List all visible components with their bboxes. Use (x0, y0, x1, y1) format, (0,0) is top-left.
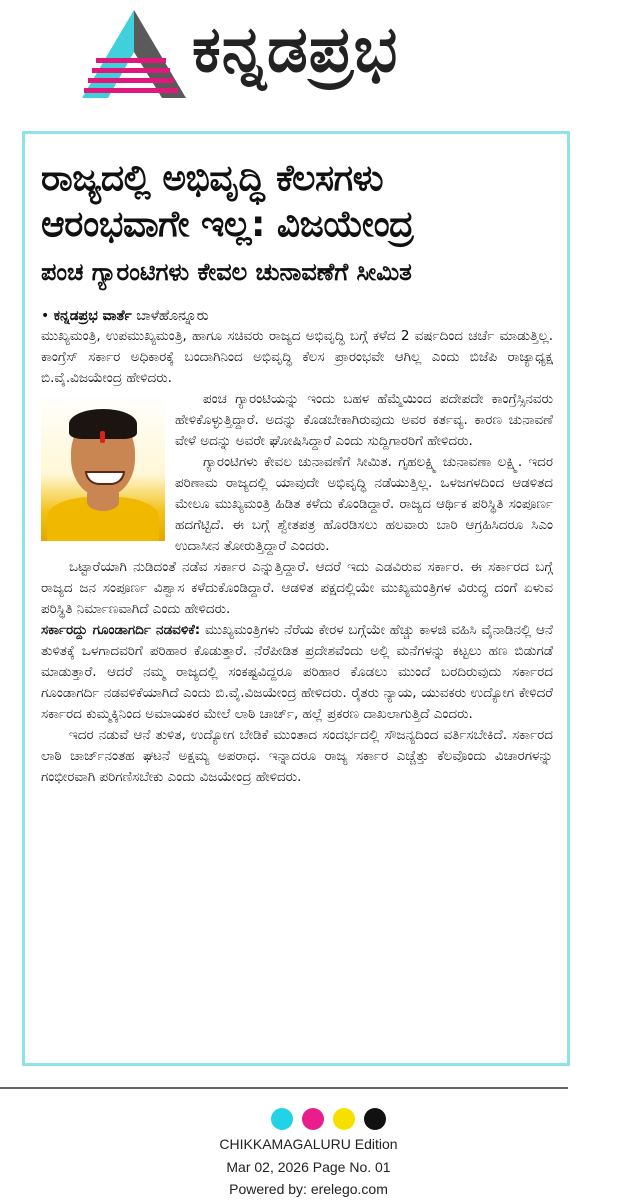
masthead-title: ಕನ್ನಡಪ್ರಭ (192, 13, 399, 87)
headline-line-2: ಆರಂಭವಾಗೇ ಇಲ್ಲ: ವಿಜಯೇಂದ್ರ (41, 204, 414, 245)
yellow-dot (333, 1108, 355, 1130)
section-subheading: ಸರ್ಕಾರದ್ದು ಗೂಂಡಾಗರ್ದಿ ನಡವಳಿಕೆ: (41, 622, 201, 638)
paragraph-5-text: ಮುಖ್ಯಮಂತ್ರಿಗಳು ನೆರೆಯ ಕೇರಳ ಬಗ್ಗೆಯೇ ಹೆಚ್ಚು ಕಾಳಜಿ ವಹಿಸಿ ವೈನಾಡಿನಲ್ಲಿ ಆನೆ ತುಳಿತಕ್ಕೆ ಒಳಗಾದವರಿಗೆ ಪರಿಹಾರ ಕೊಡುತ್ತಾರೆ. ನೆರೆಪೀಡಿತ ಪ್ರದೇಶವೆಂದು ಅಲ್ಲಿ ಮನೆಗಳನ್ನು ಕಟ್ಟಲು ಹಣ ಬಿಡುಗಡೆ ಮಾಡುತ್ತಾರೆ. ಆದರೆ ನಮ್ಮ ರಾಜ್ಯದಲ್ಲಿ ಸಂಕಷ್ಟವಿದ್ದರೂ ಪರಿಹಾರ ಕೊಡಲು ಮುಂದೆ ಬರದಿರುವುದು ಸರ್ಕಾರದ ಗೂಂಡಾಗರ್ದಿ ನಡವಳಿಕೆಯಾಗಿದೆ ಎಂದು ಬಿ.ವೈ.ವಿಜಯೇಂದ್ರ ಹೇಳಿದರು. ರೈತರು ನ್ಯಾಯ, ಯುವಕರು ಉದ್ಯೋಗ ಕೇಳಿದರೆ ಸರ್ಕಾರದ ಕುಮ್ಮಕ್ಕಿನಿಂದ ಅಮಾಯಕರ ಮೇಲೆ ಲಾಠಿ ಚಾರ್ಜ್, ಹಲ್ಲೆ ಪ್ರಕರಣ ದಾಖಲಾಗುತ್ತಿದೆ ಎಂದರು. (41, 622, 553, 722)
politician-photo (41, 393, 165, 541)
paragraph-3: ಗ್ಯಾರಂಟಿಗಳು ಕೇವಲ ಚುನಾವಣೆಗೆ ಸೀಮಿತ. ಗೃಹಲಕ್ಷ್ಮಿ ಚುನಾವಣಾ ಲಕ್ಷ್ಮಿ. ಇದರ ಪರಿಣಾಮ ರಾಜ್ಯದಲ್ಲಿ ಯಾವುದೇ ಅಭಿವೃದ್ಧಿ ನಡೆಯುತ್ತಿಲ್ಲ. ಒಳಜಗಳದಿಂದ ಆಡಳಿತದ ಮೇಲೂ ಮುಖ್ಯಮಂತ್ರಿ ಹಿಡಿತ ಕಳೆದು ಕೊಂಡಿದ್ದಾರೆ. ರಾಜ್ಯದ ಆರ್ಥಿಕ ಪರಿಸ್ಥಿತಿ ಸಂಪೂರ್ಣ ಹದಗೆಟ್ಟಿದೆ. ಈ ಬಗ್ಗೆ ಶ್ವೇತಪತ್ರ ಹೊರಡಿಸಲು ಹಲವಾರು ಬಾರಿ ಆಗ್ರಹಿಸಿದರೂ ಸಿಎಂ ಉದಾಸೀನ ತೋರುತ್ತಿದ್ದಾರೆ ಎಂದರು. (175, 454, 553, 554)
magenta-dot (302, 1108, 324, 1130)
headline-line-1: ರಾಜ್ಯದಲ್ಲಿ ಅಭಿವೃದ್ಧಿ ಕೆಲಸಗಳು (41, 158, 384, 199)
masthead (0, 0, 617, 125)
paragraph-6: ಇದರ ನಡುವೆ ಆನೆ ತುಳಿತ, ಉದ್ಯೋಗ ಬೇಡಿಕೆ ಮುಂತಾದ ಸಂದರ್ಭದಲ್ಲಿ ಸೌಜನ್ಯದಿಂದ ವರ್ತಿಸಬೇಕಿದೆ. ಸರ್ಕಾರದ ಲಾಠಿ ಚಾರ್ಜ್‌ನಂತಹ ಘಟನೆ ಅಕ್ಷಮ್ಯ ಅಪರಾಧ. ಇನ್ನಾದರೂ ರಾಜ್ಯ ಸರ್ಕಾರ ಎಚ್ಚೆತ್ತು ಕೆಲವೊಂದು ವಿಚಾರಗಳನ್ನು ಗಂಭೀರವಾಗಿ ಪರಿಗಣಿಸಬೇಕು ಎಂದು ವಿಜಯೇಂದ್ರ ಹೇಳಿದರು. (41, 727, 553, 785)
byline-source: ಕನ್ನಡಪ್ರಭ ವಾರ್ತೆ (53, 308, 132, 324)
kannadaprabha-logo-icon (78, 8, 188, 103)
article-box (22, 131, 570, 1066)
byline (41, 306, 553, 326)
edition-label: CHIKKAMAGALURU Edition (219, 1136, 398, 1152)
subheadline: ಪಂಚ ಗ್ಯಾರಂಟಿಗಳು ಕೇವಲ ಚುನಾವಣೆಗೆ ಸೀಮಿತ (41, 258, 412, 286)
byline-bullet: • (41, 308, 50, 324)
powered-by-label: Powered by: erelego.com (229, 1181, 388, 1197)
paragraph-4: ಒಟ್ಟಾರೆಯಾಗಿ ನುಡಿದಂತೆ ನಡೆವ ಸರ್ಕಾರ ಎನ್ನುತ್ತಿದ್ದಾರೆ. ಆದರೆ ಇದು ಎಡವಿರುವ ಸರ್ಕಾರ. ಈ ಸರ್ಕಾರದ ಬಗ್ಗೆ ರಾಜ್ಯದ ಜನ ಸಂಪೂರ್ಣ ವಿಶ್ವಾಸ ಕಳೆದುಕೊಂಡಿದ್ದಾರೆ. ಆಡಳಿತ ಪಕ್ಷದಲ್ಲಿಯೇ ಮುಖ್ಯಮಂತ್ರಿಗಳ ವಿರುದ್ಧ ದಂಗೆ ಏಳುವ ಪರಿಸ್ಥಿತಿ ನಿರ್ಮಾಣವಾಗಿದೆ ಎಂದು ಹೇಳಿದರು. (41, 559, 553, 617)
paragraph-2: ಪಂಚ ಗ್ಯಾರಂಟಿಯನ್ನು ಇಂದು ಬಹಳ ಹೆಮ್ಮೆಯಿಂದ ಪದೇಪದೇ ಕಾಂಗ್ರೆಸ್ಸಿನವರು ಹೇಳಿಕೊಳ್ಳುತ್ತಿದ್ದಾರೆ. ಅದನ್ನು ಕೊಡಬೇಕಾಗಿರುವುದು ಅವರ ಕರ್ತವ್ಯ. ಕಾರಣ ಚುನಾವಣೆ ವೇಳೆ ಅದನ್ನು ಅವರೇ ಘೋಷಿಸಿದ್ದಾರೆ ಎಂದು ಸುದ್ದಿಗಾರರಿಗೆ ಹೇಳಿದರು. (175, 391, 553, 449)
footer-divider (0, 1087, 568, 1089)
byline-place: ಬಾಳೆಹೊನ್ನೂರು (136, 308, 209, 324)
black-dot (364, 1108, 386, 1130)
cyan-dot (271, 1108, 293, 1130)
date-page-label: Mar 02, 2026 Page No. 01 (226, 1159, 391, 1175)
color-registration-dots (271, 1108, 391, 1128)
paragraph-5 (41, 620, 553, 725)
paragraph-1: ಮುಖ್ಯಮಂತ್ರಿ, ಉಪಮುಖ್ಯಮಂತ್ರಿ, ಹಾಗೂ ಸಚಿವರು ರಾಜ್ಯದ ಅಭಿವೃದ್ಧಿ ಬಗ್ಗೆ ಕಳೆದ 2 ವರ್ಷದಿಂದ ಚರ್ಚೆ ಮಾಡುತ್ತಿಲ್ಲ. ಕಾಂಗ್ರೆಸ್ ಸರ್ಕಾರ ಅಧಿಕಾರಕ್ಕೆ ಬಂದಾಗಿನಿಂದ ಅಭಿವೃದ್ಧಿ ಕೆಲಸ ಪ್ರಾರಂಭವೇ ಆಗಿಲ್ಲ ಎಂದು ಬಿಜೆಪಿ ರಾಜ್ಯಾಧ್ಯಕ್ಷ ಬಿ.ವೈ.ವಿಜಯೇಂದ್ರ ಹೇಳಿದರು. (41, 328, 553, 386)
